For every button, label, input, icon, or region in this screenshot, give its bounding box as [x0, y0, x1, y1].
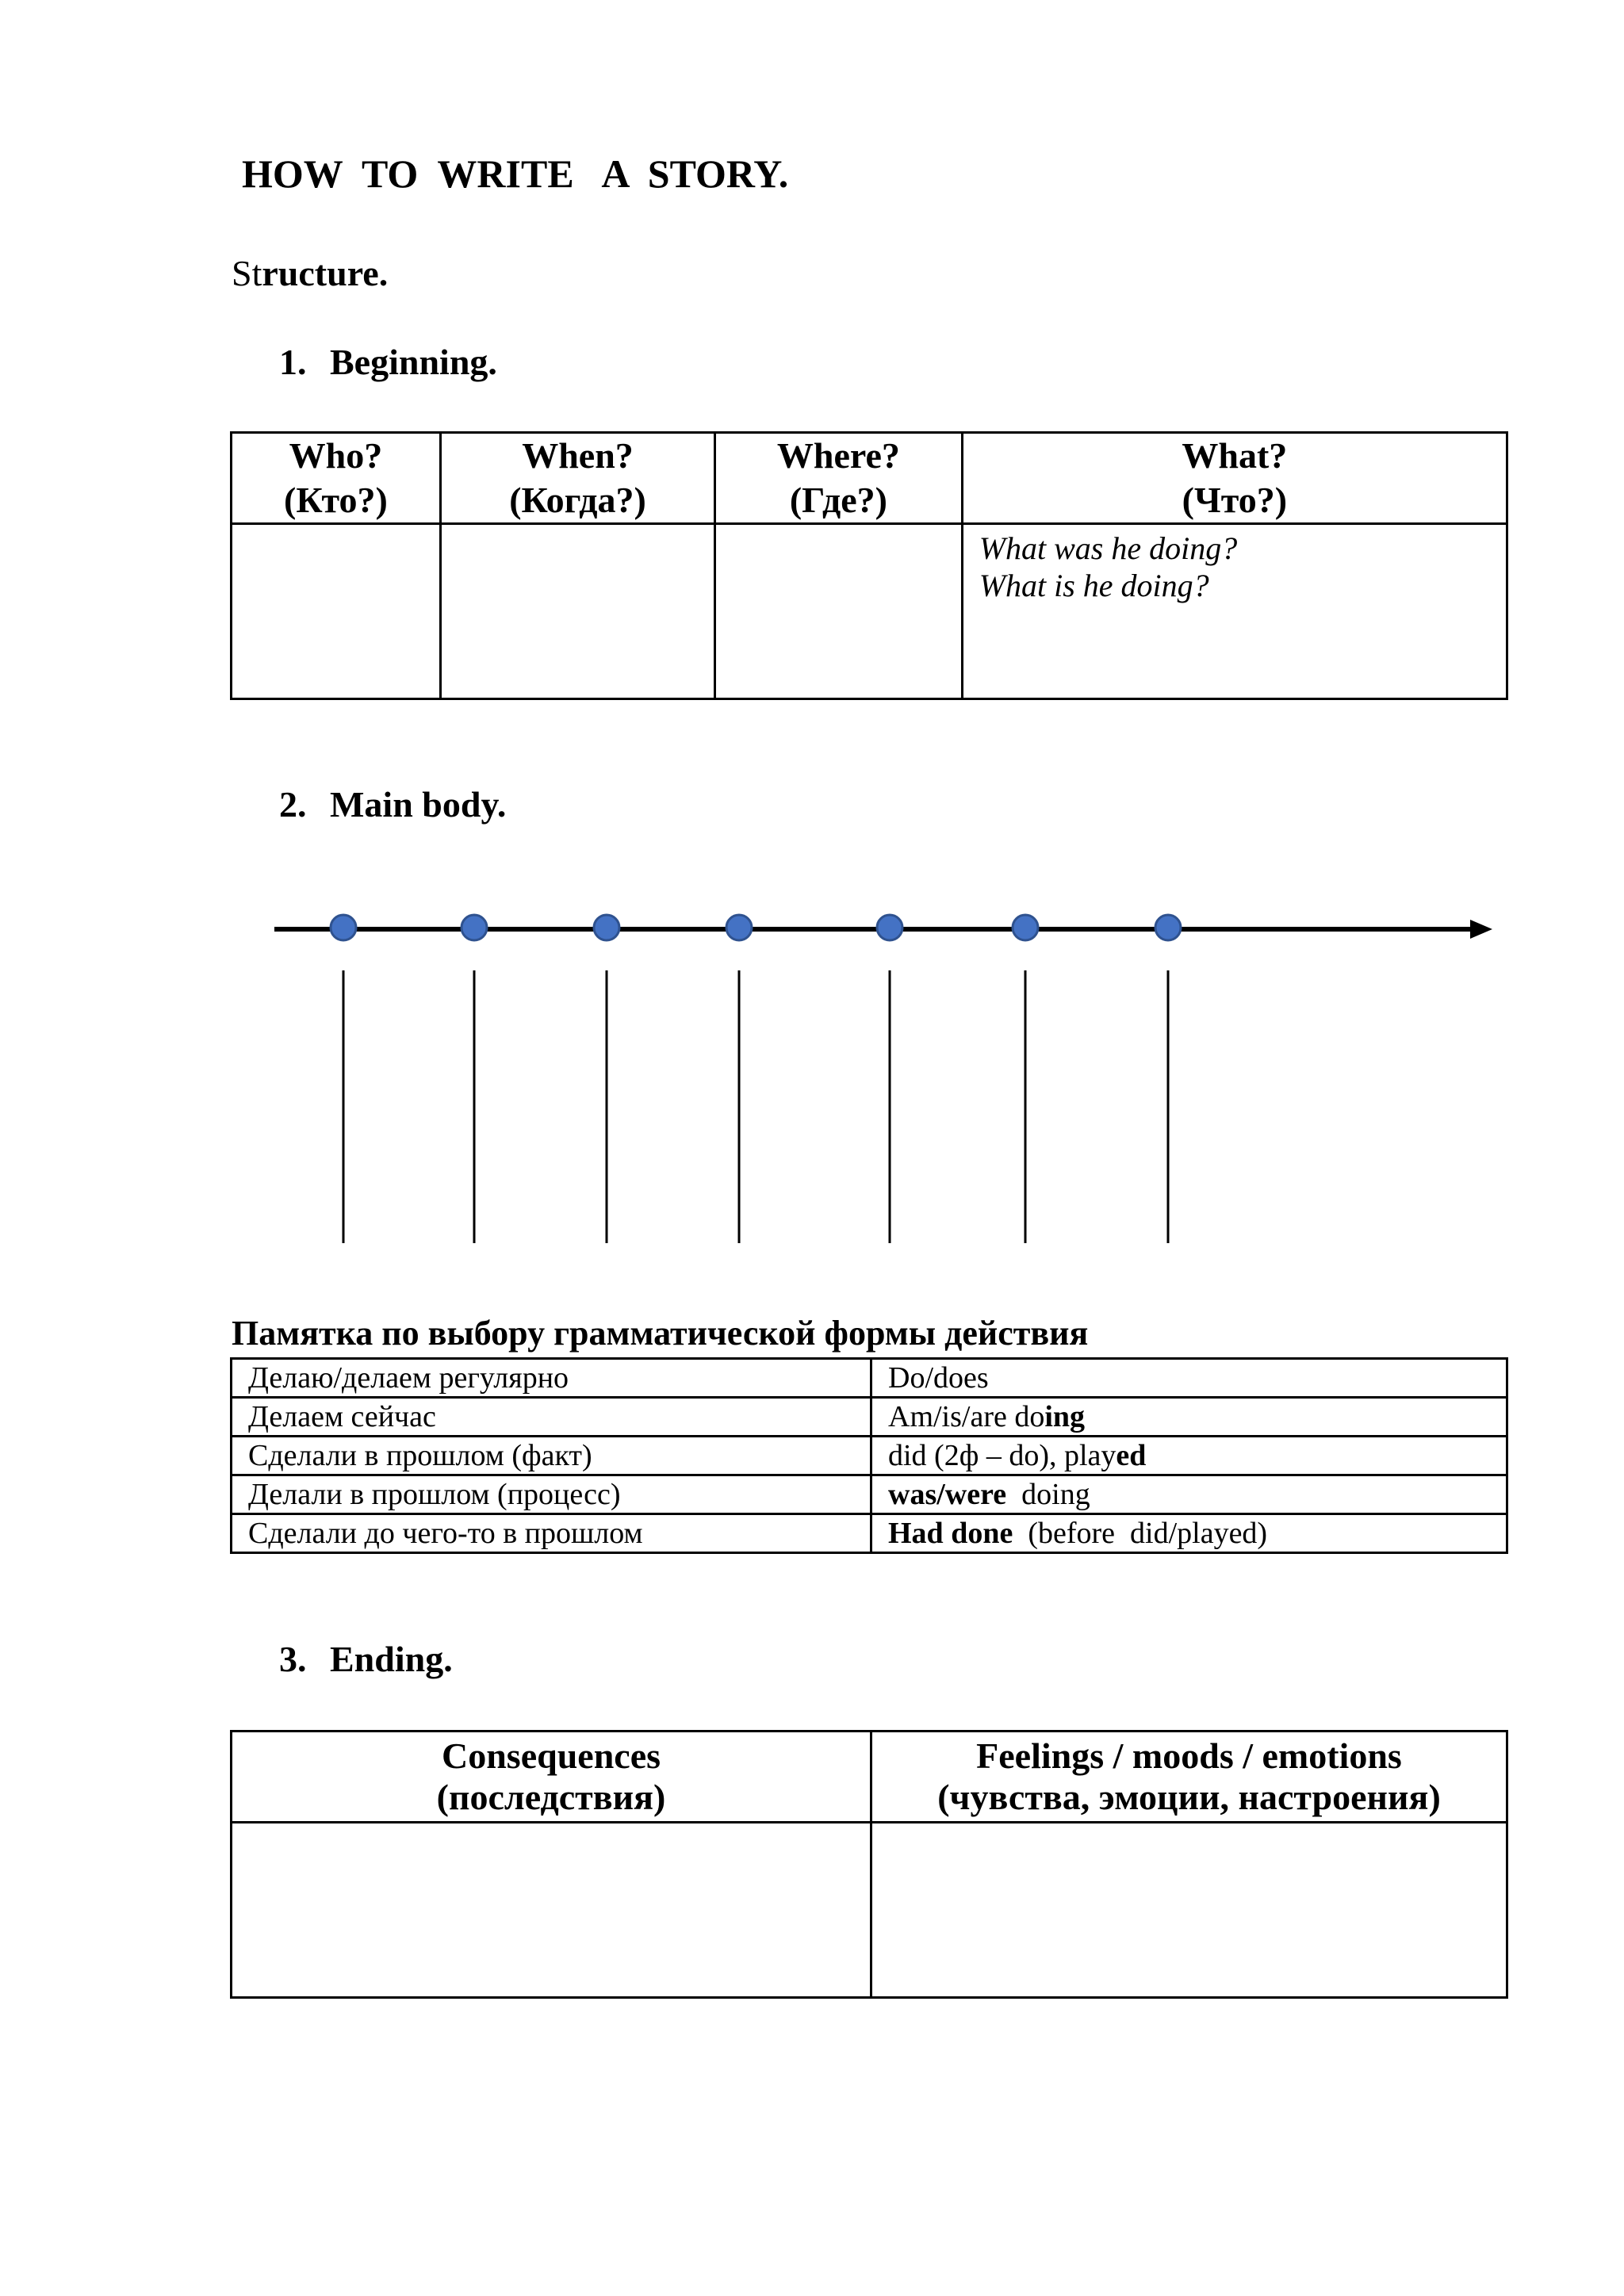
cell-consequences[interactable] [232, 1823, 871, 1998]
section-label: Main body. [330, 784, 507, 825]
timeline-point [594, 915, 619, 940]
memo-row [232, 1398, 1507, 1437]
header-feelings: Feelings / moods / emotions (чувства, эмоции, настроения) [871, 1732, 1507, 1823]
memo-ru: Сделали в прошлом (факт) [232, 1437, 871, 1475]
header-who: Who? (Кто?) [232, 433, 441, 524]
memo-ru: Делаю/делаем регулярно [232, 1359, 871, 1398]
ending-table [230, 1730, 1508, 1999]
what-hints: What was he doing? What is he doing? [979, 530, 1238, 603]
structure-heading-bold: ructure. [262, 253, 389, 293]
structure-heading-pre: St [232, 253, 262, 293]
cell-feelings[interactable] [871, 1823, 1507, 1998]
section-ending [279, 1638, 453, 1680]
section-number: 1. [279, 342, 307, 382]
timeline-point [331, 915, 356, 940]
timeline-point [877, 915, 902, 940]
header-where: Where? (Где?) [715, 433, 963, 524]
header-consequences: Consequences (последствия) [232, 1732, 871, 1823]
page-title: HOW TO WRITE A STORY. [242, 151, 789, 196]
timeline-point [462, 915, 487, 940]
memo-ru: Сделали до чего-то в прошлом [232, 1514, 871, 1553]
timeline-point [1155, 915, 1181, 940]
memo-row [232, 1359, 1507, 1398]
memo-ru: Делаем сейчас [232, 1398, 871, 1437]
memo-en: Do/does [871, 1359, 1507, 1398]
header-what: What? (Что?) [962, 433, 1507, 524]
timeline-point [726, 915, 752, 940]
memo-en: did (2ф – do), played [871, 1437, 1507, 1475]
memo-en: Am/is/are doing [871, 1398, 1507, 1437]
memo-en: was/were doing [871, 1475, 1507, 1514]
memo-en: Had done (before did/played) [871, 1514, 1507, 1553]
memo-title: Памятка по выбору грамматической формы действия [232, 1314, 1089, 1353]
memo-row [232, 1514, 1507, 1553]
timeline-point [1013, 915, 1038, 940]
section-label: Ending. [330, 1639, 453, 1679]
section-number: 2. [279, 784, 307, 825]
timeline-arrowhead [1470, 920, 1492, 939]
memo-row [232, 1475, 1507, 1514]
section-label: Beginning. [330, 342, 497, 382]
memo-row [232, 1437, 1507, 1475]
memo-table [230, 1357, 1508, 1554]
memo-ru: Делали в прошлом (процесс) [232, 1475, 871, 1514]
header-when: When? (Когда?) [440, 433, 714, 524]
section-number: 3. [279, 1639, 307, 1679]
